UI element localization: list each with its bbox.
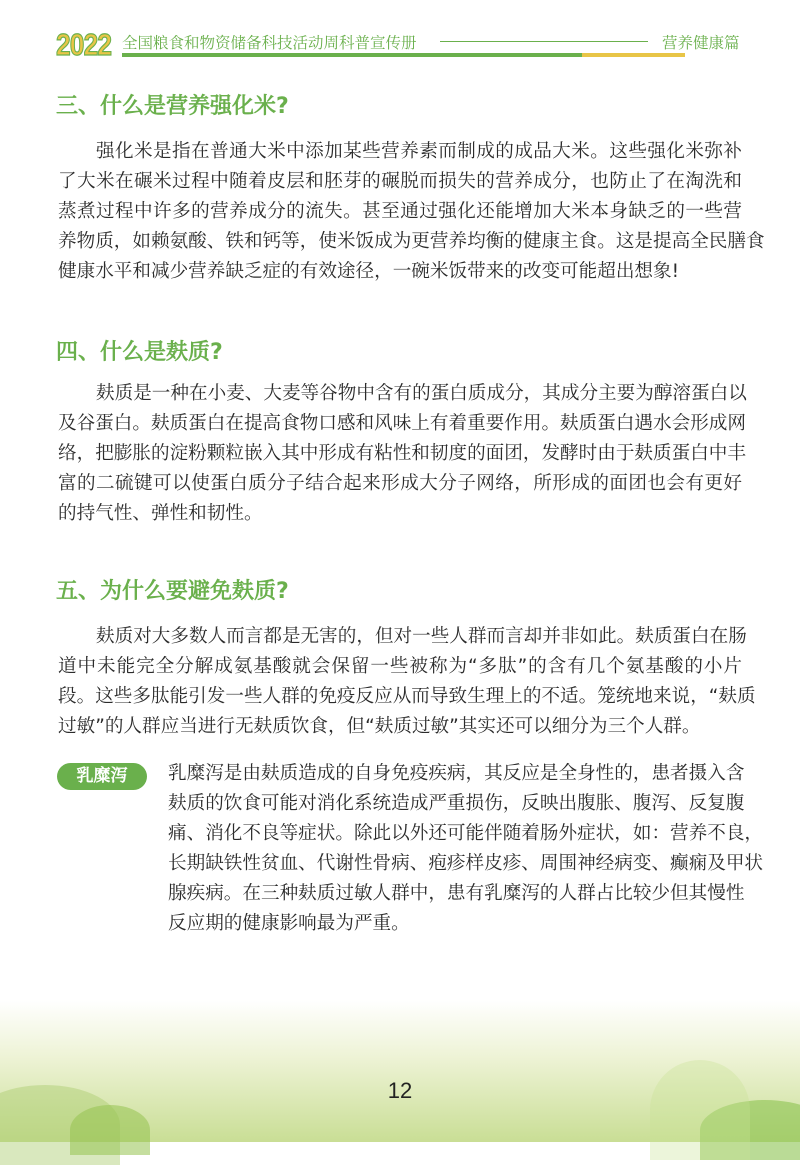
paragraph-line: 的持气性、弹性和韧性。 <box>58 503 263 524</box>
paragraph-line: 过敏”的人群应当进行无麸质饮食，但“麸质过敏”其实还可以细分为三个人群。 <box>58 716 701 737</box>
callout-line: 腺疾病。在三种麸质过敏人群中，患有乳糜泻的人群占比较少但其慢性 <box>168 883 745 904</box>
paragraph-line: 强化米是指在普通大米中添加某些营养素而制成的成品大米。这些强化米弥补 <box>96 141 742 162</box>
paragraph-line: 了大米在碾米过程中随着皮层和胚芽的碾脱而损失的营养成分，也防止了在淘洗和 <box>58 171 742 192</box>
section-heading: 四、什么是麸质? <box>56 340 223 365</box>
section-paragraph <box>58 379 747 529</box>
section-paragraph <box>58 137 765 287</box>
paragraph-line: 富的二硫键可以使蛋白质分子结合起来形成大分子网络，所形成的面团也会有更好 <box>58 473 742 494</box>
paragraph-line: 络，把膨胀的淀粉颗粒嵌入其中形成有粘性和韧度的面团，发酵时由于麸质蛋白中丰 <box>58 443 746 464</box>
section-paragraph <box>58 622 756 742</box>
header-bar-green <box>122 53 582 57</box>
callout-text <box>168 759 764 939</box>
header-title: 全国粮食和物资储备科技活动周科普宣传册 <box>122 34 417 52</box>
footer-hill-decoration <box>70 1105 150 1155</box>
paragraph-line: 段。这些多肽能引发一些人群的免疫反应从而导致生理上的不适。笼统地来说，“麸质 <box>58 686 756 707</box>
paragraph-line: 蒸煮过程中许多的营养成分的流失。甚至通过强化还能增加大米本身缺乏的一些营 <box>58 201 742 222</box>
callout-line: 痛、消化不良等症状。除此以外还可能伴随着肠外症状，如：营养不良， <box>168 823 764 844</box>
callout-line: 反应期的健康影响最为严重。 <box>168 913 410 934</box>
header-rule <box>440 41 648 42</box>
paragraph-line: 道中未能完全分解成氨基酸就会保留一些被称为“多肽”的含有几个氨基酸的小片 <box>58 656 742 677</box>
callout-line: 长期缺铁性贫血、代谢性骨病、疱疹样皮疹、周围神经病变、癫痫及甲状 <box>168 853 764 874</box>
header-section: 营养健康篇 <box>662 34 740 52</box>
paragraph-line: 健康水平和减少营养缺乏症的有效途径，一碗米饭带来的改变可能超出想象! <box>58 261 680 282</box>
footer-hill-decoration <box>650 1060 750 1160</box>
section-heading: 三、什么是营养强化米? <box>56 94 289 119</box>
header-bar-yellow <box>582 53 685 57</box>
paragraph-line: 养物质，如赖氨酸、铁和钙等，使米饭成为更营养均衡的健康主食。这是提高全民膳食 <box>58 231 765 252</box>
callout-line: 乳糜泻是由麸质造成的自身免疫疾病，其反应是全身性的，患者摄入含 <box>168 763 745 784</box>
paragraph-line: 及谷蛋白。麸质蛋白在提高食物口感和风味上有着重要作用。麸质蛋白遇水会形成网 <box>58 413 746 434</box>
page-number: 12 <box>387 1078 413 1103</box>
paragraph-line: 麸质对大多数人而言都是无害的，但对一些人群而言却并非如此。麸质蛋白在肠 <box>96 626 747 647</box>
callout-line: 麸质的饮食可能对消化系统造成严重损伤，反映出腹胀、腹泻、反复腹 <box>168 793 745 814</box>
paragraph-line: 麸质是一种在小麦、大麦等谷物中含有的蛋白质成分，其成分主要为醇溶蛋白以 <box>96 383 747 404</box>
callout-tag: 乳糜泻 <box>57 763 147 790</box>
section-heading: 五、为什么要避免麸质? <box>56 579 289 604</box>
header-year: 2022 <box>56 27 112 62</box>
